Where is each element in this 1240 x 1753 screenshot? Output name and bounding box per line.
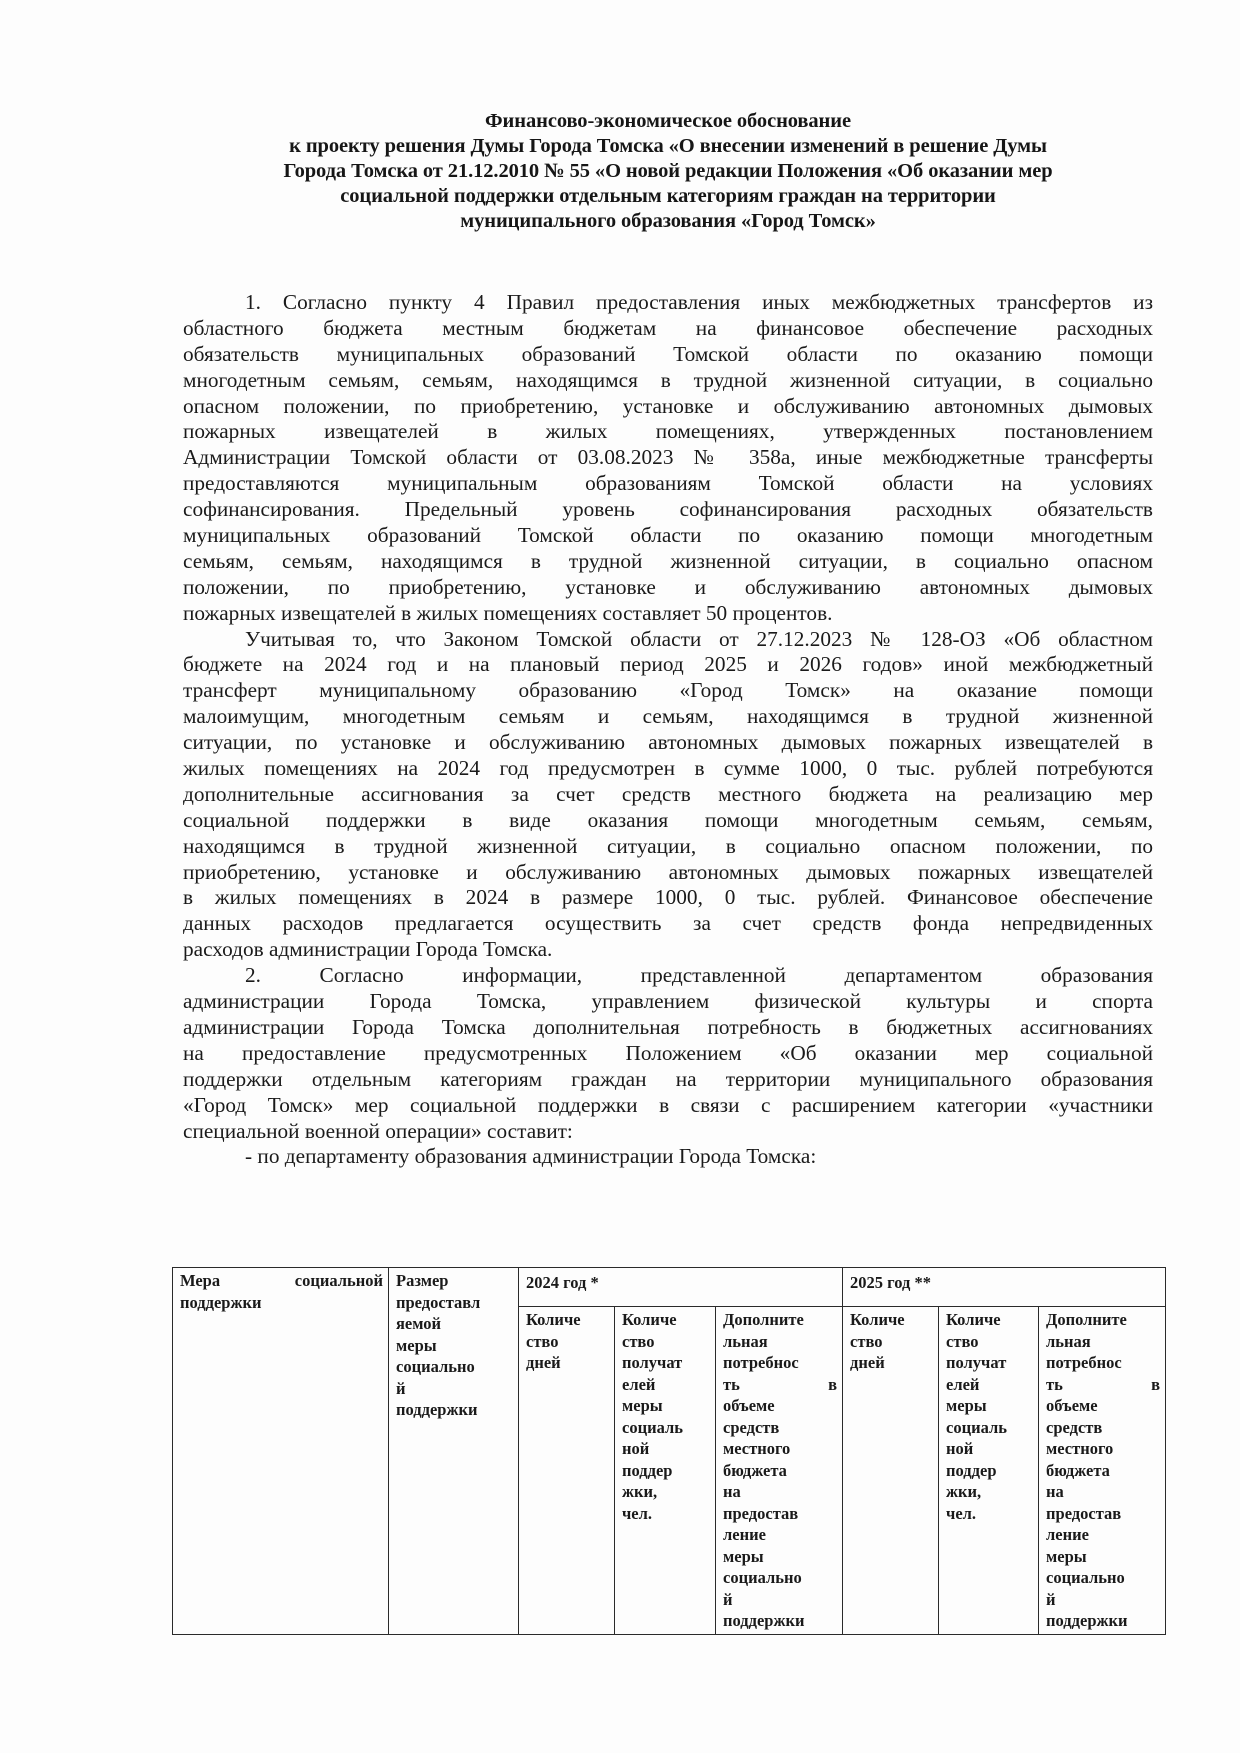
- paragraph-2-line: дополнительные ассигнования за счет средств местного бюджета на реализацию мер: [183, 781, 1153, 806]
- paragraph-3-line: специальной военной операции» составит:: [183, 1118, 573, 1143]
- header-2025-days: Количе ство дней: [843, 1307, 939, 1635]
- paragraph-1-line: предоставляются муниципальным образованиям Томской области на условиях: [183, 471, 1153, 496]
- paragraph-2-line: ситуации, по установке и обслуживанию автономных дымовых пожарных извещателей в: [183, 730, 1153, 755]
- header-2024-recipients: Количе ство получат елей меры социаль ной поддер жки, чел.: [615, 1307, 716, 1635]
- header-2024-days: Количе ство дней: [519, 1307, 615, 1635]
- paragraph-2-line: бюджете на 2024 год и на плановый период 2025 и 2026 годов» иной межбюджетный: [183, 652, 1153, 677]
- title-line: Города Томска от 21.12.2010 № 55 «О новой редакции Положения «Об оказании мер: [283, 160, 1053, 182]
- paragraph-1-line: пожарных извещателей в жилых помещениях, утвержденных постановлением: [183, 419, 1153, 444]
- paragraph-3-line: администрации Города Томска дополнительная потребность в бюджетных ассигнованиях: [183, 1014, 1153, 1039]
- paragraph-3-line: 2. Согласно информации, представленной департаментом образования: [245, 963, 1153, 988]
- header-2025-recipients: Количе ство получат елей меры социаль ной поддер жки, чел.: [939, 1307, 1039, 1635]
- paragraph-1-line: положении, по приобретению, установке и обслуживанию автономных дымовых: [183, 574, 1153, 599]
- title-line: к проекту решения Думы Города Томска «О внесении изменений в решение Думы: [289, 135, 1047, 157]
- social-support-table: [172, 1267, 1166, 1635]
- paragraph-1-line: 1. Согласно пункту 4 Правил предоставления иных межбюджетных трансфертов из: [245, 290, 1153, 314]
- document-body: [183, 290, 1153, 1170]
- table-header-row: [173, 1268, 1166, 1307]
- paragraph-2-line: приобретению, установке и обслуживанию автономных дымовых пожарных извещателей: [183, 859, 1153, 884]
- paragraph-2-line: Учитывая то, что Законом Томской области от 27.12.2023 № 128-ОЗ «Об областном: [245, 626, 1153, 651]
- paragraph-2-line: находящимся в трудной жизненной ситуации, в социально опасном положении, по: [183, 833, 1153, 858]
- paragraph-1-line: многодетным семьям, семьям, находящимся в трудной жизненной ситуации, в социально: [183, 367, 1153, 392]
- header-2025-additional-need: Дополните льная потребнос ть в объеме средств местного бюджета на предостав ление меры социально й поддержки: [1039, 1307, 1166, 1635]
- paragraph-1-line: Администрации Томской области от 03.08.2023 № 358а, иные межбюджетные трансферты: [183, 445, 1153, 470]
- paragraph-2-line: малоимущим, многодетным семьям и семьям, находящимся в трудной жизненной: [183, 704, 1153, 729]
- paragraph-2-line: данных расходов предлагается осуществить за счет средств фонда непредвиденных: [183, 911, 1153, 936]
- header-year-2025: 2025 год **: [843, 1268, 1166, 1307]
- paragraph-1-line: областного бюджета местным бюджетам на финансовое обеспечение расходных: [183, 315, 1153, 340]
- paragraph-1-line: обязательств муниципальных образований Томской области по оказанию помощи: [183, 341, 1153, 366]
- list-item-department: - по департаменту образования администрации Города Томска:: [245, 1144, 817, 1169]
- header-measure: Мера социальной поддержки: [173, 1268, 389, 1635]
- header-size: Размер предоставл яемой меры социально й поддержки: [389, 1268, 519, 1635]
- paragraph-2-line: расходов администрации Города Томска.: [183, 937, 553, 962]
- paragraph-2-line: трансферт муниципальному образованию «Город Томск» на оказание помощи: [183, 678, 1153, 703]
- header-2024-additional-need: Дополните льная потребнос ть в объеме средств местного бюджета на предостав ление меры социально й поддержки: [716, 1307, 843, 1635]
- paragraph-1-line: опасном положении, по приобретению, установке и обслуживанию автономных дымовых: [183, 393, 1153, 418]
- paragraph-3-line: администрации Города Томска, управлением физической культуры и спорта: [183, 989, 1153, 1014]
- title-line: социальной поддержки отдельным категориям граждан на территории: [340, 185, 996, 207]
- paragraph-3-line: на предоставление предусмотренных Положением «Об оказании мер социальной: [183, 1040, 1153, 1065]
- title-line: муниципального образования «Город Томск»: [460, 210, 876, 232]
- paragraph-2-line: жилых помещениях на 2024 год предусмотрен в сумме 1000, 0 тыс. рублей потребуются: [183, 756, 1153, 781]
- paragraph-1-line: пожарных извещателей в жилых помещениях составляет 50 процентов.: [183, 600, 833, 625]
- paragraph-1-line: семьям, семьям, находящимся в трудной жизненной ситуации, в социально опасном: [183, 548, 1153, 573]
- title-line: Финансово-экономическое обоснование: [485, 110, 851, 132]
- paragraph-3-line: «Город Томск» мер социальной поддержки в связи с расширением категории «участники: [183, 1092, 1153, 1117]
- paragraph-2-line: социальной поддержки в виде оказания помощи многодетным семьям, семьям,: [183, 807, 1153, 832]
- paragraph-2-line: в жилых помещениях в 2024 в размере 1000, 0 тыс. рублей. Финансовое обеспечение: [183, 885, 1153, 910]
- paragraph-3-line: поддержки отдельным категориям граждан на территории муниципального образования: [183, 1066, 1153, 1091]
- paragraph-1-line: софинансирования. Предельный уровень софинансирования расходных обязательств: [183, 497, 1153, 522]
- header-year-2024: 2024 год *: [519, 1268, 843, 1307]
- document-title: [183, 109, 1153, 234]
- paragraph-1-line: муниципальных образований Томской области по оказанию помощи многодетным: [183, 523, 1153, 548]
